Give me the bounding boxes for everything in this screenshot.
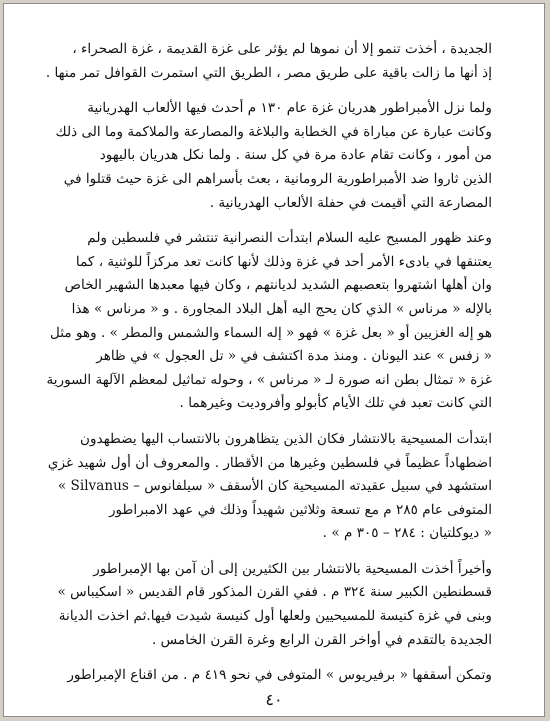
text-line: يعتنقها في بادىء الأمر أحد في غزة وذلك لأنها كانت تعد مركزاً للوثنية ، كما (75, 253, 492, 270)
page-frame (3, 3, 545, 717)
text-line: ولما نزل الأمبراطور هدريان غزة عام ١٣٠ م أحدث فيها الألعاب الهدريانية (87, 100, 492, 117)
book-page-text (45, 38, 492, 700)
paragraph (47, 428, 492, 546)
text-line: التي كانت تعبد في تلك الأيام كأبولو وأفروديت وغيرهما . (179, 395, 492, 412)
page-number: ٤٠ (265, 690, 283, 709)
text-line: استشهد في سبيل عقيدته المسيحية كان الأسقف « سيلفانوس – Silvanus » (57, 478, 492, 495)
text-line: وان أهلها اشتهروا بتعصبهم الشديد لديانتهم ، وكان فيها معبدها الشهير الخاص (64, 277, 492, 294)
text-line: قسطنطين الكبير سنة ٣٢٤ م . ففي القرن المذكور قام القديس « اسكيباس » (57, 584, 492, 601)
text-line: المصارعة التي أقيمت في حفلة الألعاب الهدريانية . (209, 194, 492, 211)
paragraph (64, 664, 492, 688)
text-line: من أمور ، وكانت تقام عادة مرة في كل سنة . ولما نكل هدريان باليهود (99, 147, 492, 164)
text-line: الجديدة بالتقدم في أواخر القرن الرابع وغرة القرن الخامس . (151, 631, 492, 648)
text-line: وتمكن أسقفها « برفيريوس » المتوفى في نحو ٤١٩ م . من اقناع الإمبراطور (67, 667, 492, 684)
text-line: الذين ثاروا ضد الأمبراطورية الرومانية ، بعث بأسراهم الى غزة حيث قتلوا في (63, 170, 492, 187)
text-line: اضطهاداً عظيماً في فلسطين وغيرها من الأقطار . والمعروف أن أول شهيد غزي (47, 454, 492, 471)
text-line: بالإله « مرناس » الذي كان يحج اليه أهل البلاد المجاورة . و « مرناس » هذا (71, 300, 492, 317)
text-line: غزة « تمثال بطن انه صورة لـ « مرناس » ، وحوله تماثيل لمعظم الآلهة السورية (46, 371, 492, 388)
text-line: المتوفى عام ٢٨٥ م مع تسعة وثلاثين شهيداً وذلك في عهد الامبراطور (108, 501, 492, 518)
text-line: وأخيراً أخذت المسيحية بالانتشار بين الكثيرين إلى أن آمن بها الإمبراطور (93, 560, 492, 577)
text-line: وعند ظهور المسيح عليه السلام ابتدأت النصرانية تنتشر في فلسطين ولم (87, 230, 492, 247)
text-line: « ديوكلتيان : ٢٨٤ – ٣٠٥ م » . (322, 525, 492, 542)
paragraph (57, 558, 492, 652)
paragraph (45, 38, 492, 85)
text-line: الجديدة ، أخذت تنمو إلا أن نموها لم يؤثر على غزة القديمة ، غزة الصحراء ، (72, 41, 492, 57)
paragraph (55, 97, 492, 215)
text-line: « زفس » عند اليونان . ومنذ مدة اكتشف في « تل العجول » في ظاهر (96, 348, 492, 365)
text-line: وكانت عبارة عن مباراة في الخطابة والبلاغة والمصارعة والملاكمة وما الى ذلك (55, 123, 492, 140)
text-line: ابتدأت المسيحية بالانتشار فكان الذين يتظاهرون بالانتساب اليها يضطهدون (80, 430, 492, 447)
text-line: إذ أنها ما زالت باقية على طريق مصر ، الطريق التي استمرت القوافل تمر منها . (45, 64, 492, 81)
text-line: وبنى في غزة كنيسة للمسيحيين ولعلها أول كنيسة شيدت فيها.ثم اخذت الديانة (58, 608, 492, 625)
paragraph (46, 227, 492, 416)
text-line: هو إله الغزيين أو « بعل غزة » فهو « إله السماء والشمس والمطر » . وهو مثل (49, 324, 492, 341)
